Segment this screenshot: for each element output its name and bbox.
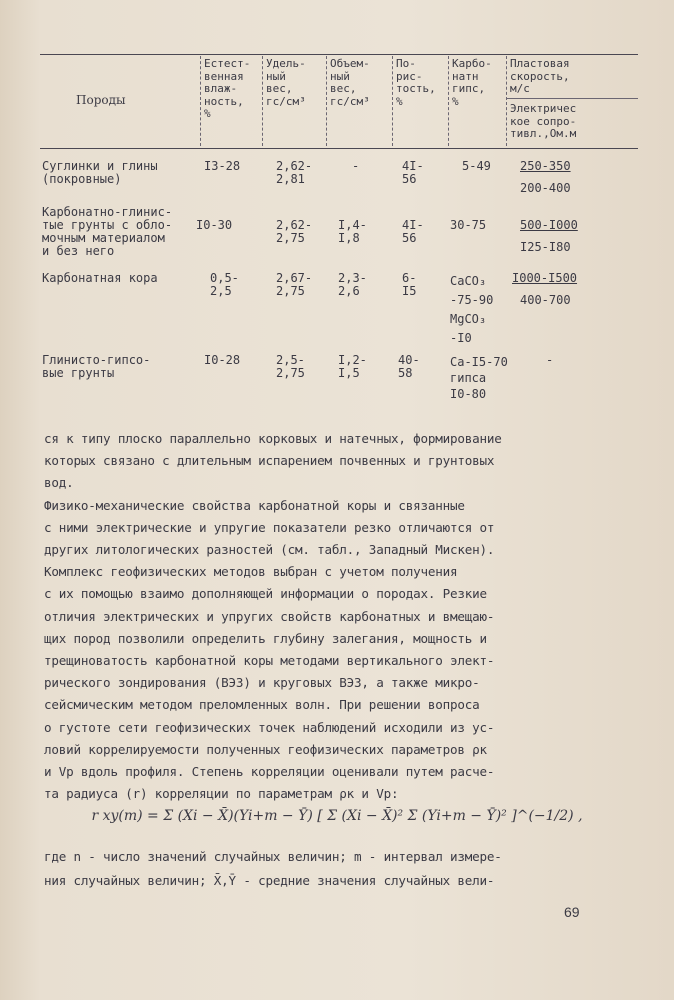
table-cell-density: 2,62- 2,75 (276, 218, 313, 245)
text-line: где n - число значений случайных величин; m - интервал измере- (44, 849, 502, 864)
table-cell-bulk: I,4- I,8 (338, 218, 367, 245)
page-number: 69 (564, 904, 580, 920)
header-resistance: Электричес кое сопро- тивл.,Ом.м (510, 102, 577, 140)
table-cell-porosity: 4I- 56 (402, 218, 424, 245)
text-line: о густоте сети геофизических точек наблюдений исходили из ус- (44, 719, 495, 735)
header-carbonate: Карбо- натн гипс, % (452, 57, 492, 108)
table-cell-resistance: I25-I80 (520, 240, 571, 254)
table-cell-rock: Карбонатно-глинис- тые грунты с обло- мочным материалом и без него (42, 205, 173, 258)
table-cell-moisture: I3-28 (204, 159, 241, 173)
table-cell-porosity: 4I- 56 (402, 159, 424, 186)
text-line: сейсмическим методом преломленных волн. При решении вопроса (44, 697, 480, 713)
header-moisture: Естест- венная влаж- ность, % (204, 57, 251, 120)
table-cell-velocity: I000-I500 (512, 271, 578, 285)
table-cell-rock: Карбонатная кора (42, 271, 158, 285)
table-cell-resistance: 200-400 (520, 181, 571, 195)
col-divider (392, 56, 393, 146)
table-cell-moisture: I0-30 (196, 218, 233, 232)
text-line: ловий коррелируемости полученных геофизических параметров ρк (44, 741, 487, 757)
table-cell-carbonate: Ca-I5-70 гипса I0-80 (450, 355, 508, 401)
table-cell-bulk: - (352, 159, 360, 173)
text-line: других литологических разностей (см. табл., Западный Мискен). (44, 542, 495, 557)
table-cell-velocity: - (546, 353, 554, 367)
text-line: с их помощью взаимо дополняющей информации о породах. Резкие (44, 586, 487, 602)
header-density: Удель- ный вес, гс/см³ (266, 57, 306, 108)
table-cell-bulk: I,2- I,5 (338, 353, 367, 380)
text-line: ся к типу плоско параллельно корковых и натечных, формирование (44, 431, 502, 446)
header-bulk: Объем- ный вес, гс/см³ (330, 57, 370, 108)
col-divider (262, 56, 263, 146)
table-cell-resistance: 400-700 (520, 293, 571, 307)
table-cell-carbonate: CaCO₃ -75-90 MgCO₃ -I0 (450, 274, 494, 345)
table-cell-carbonate: 30-75 (450, 218, 487, 232)
table-cell-velocity: 250-350 (520, 159, 571, 173)
col-divider (506, 56, 507, 146)
text-line: та радиуса (r) корреляции по параметрам ρк и Vр: (44, 786, 399, 802)
text-line: отличия электрических и упругих свойств карбонатных и вмещаю- (44, 608, 495, 624)
table-cell-velocity: 500-I000 (520, 218, 578, 232)
table-cell-density: 2,67- 2,75 (276, 271, 313, 298)
table-cell-porosity: 6- I5 (402, 271, 417, 298)
text-line: щих пород позволили определить глубину залегания, мощность и (44, 630, 487, 646)
correlation-formula: r xy(m) = Σ (Xi − X̄)(Yi+m − Ȳ) [ Σ (Xi − X̄)² Σ (Yi+m − Ȳ)² ]^(−1/2) , (91, 808, 583, 824)
col-divider (448, 56, 449, 146)
header-split (506, 98, 638, 99)
table-header-rule (40, 148, 638, 149)
header-porosity: По- рис- тость, % (396, 57, 436, 108)
text-line: вод. (44, 475, 74, 491)
header-rocks: Породы (76, 93, 126, 107)
header-velocity: Пластовая скорость, м/с (510, 57, 570, 95)
table-cell-moisture: 0,5- 2,5 (210, 271, 239, 298)
text-line: Физико-механические свойства карбонатной коры и связанные (44, 497, 465, 513)
text-line: Комплекс геофизических методов выбран с учетом получения (44, 564, 458, 580)
text-line: трещиноватость карбонатной коры методами вертикального элект- (44, 653, 495, 668)
table-cell-rock: Суглинки и глины (покровные) (42, 159, 158, 186)
table-cell-porosity: 40- 58 (398, 353, 420, 380)
col-divider (200, 56, 201, 146)
table-cell-moisture: I0-28 (204, 353, 241, 367)
text-line: которых связано с длительным испарением почвенных и грунтовых (44, 453, 495, 469)
table-cell-density: 2,62- 2,81 (276, 159, 313, 186)
table-cell-carbonate: 5-49 (462, 159, 491, 173)
text-line: рического зондирования (ВЭЗ) и круговых ВЭЗ, а также микро- (44, 675, 480, 691)
table-cell-density: 2,5- 2,75 (276, 353, 305, 380)
table-cell-rock: Глинисто-гипсо- вые грунты (42, 353, 151, 380)
text-line: с ними электрические и упругие показатели резко отличаются от (44, 519, 495, 535)
col-divider (326, 56, 327, 146)
table-cell-bulk: 2,3- 2,6 (338, 271, 367, 298)
table-top-rule (40, 54, 638, 55)
text-line: и Vр вдоль профиля. Степень корреляции оценивали путем расче- (44, 764, 495, 779)
text-line: ния случайных величин; X̄,Ȳ - средние значения случайных вели- (44, 873, 495, 888)
